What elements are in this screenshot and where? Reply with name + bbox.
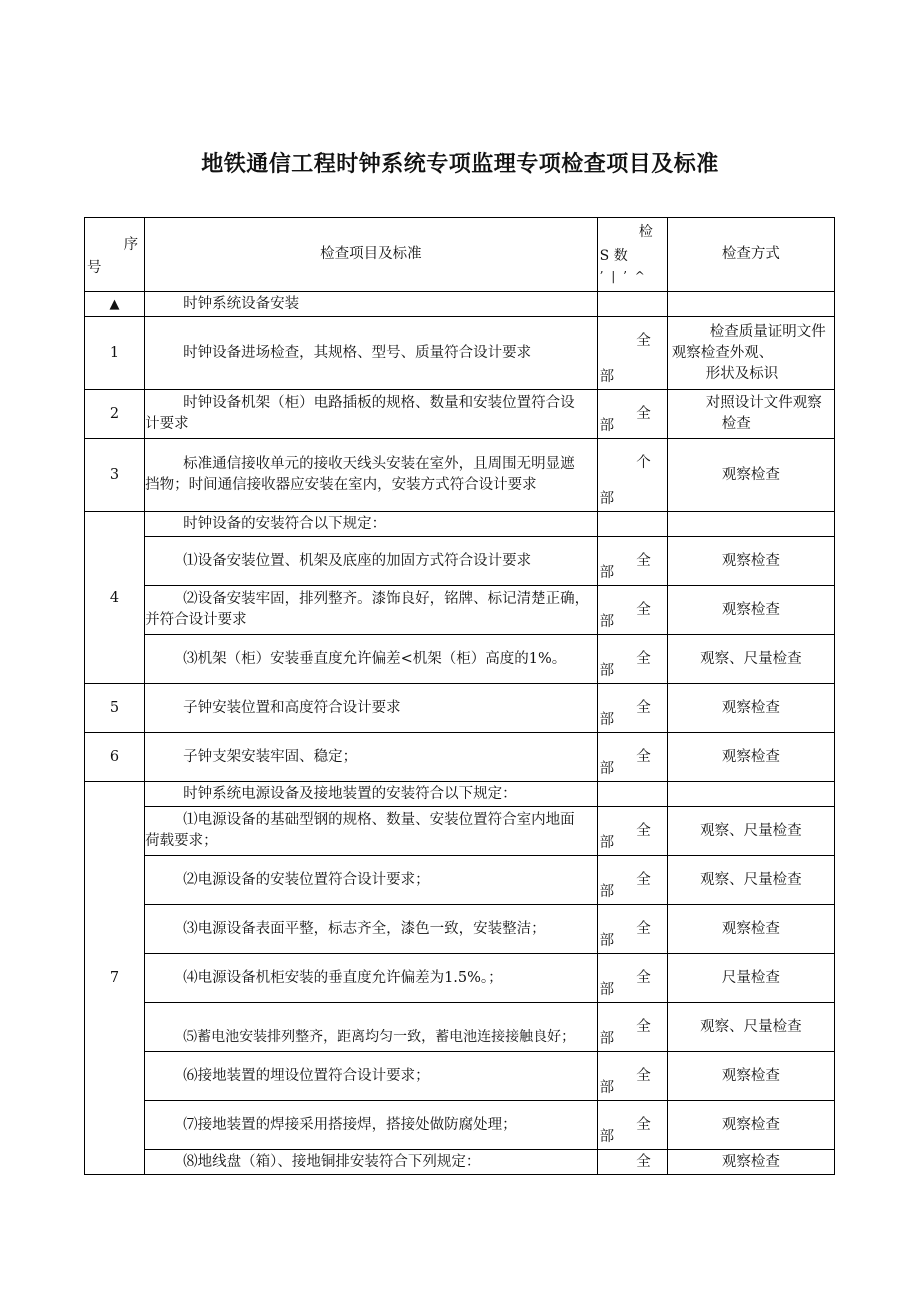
row-qty: 全 部 — [597, 1101, 667, 1150]
header-no — [85, 218, 145, 292]
table-row — [85, 390, 835, 439]
table-row — [85, 684, 835, 733]
row-qty: 全 部 — [597, 905, 667, 954]
table-row — [85, 733, 835, 782]
row-method: 观察检查 — [667, 586, 834, 635]
header-no-top: 序 — [123, 237, 139, 253]
row-qty: 全 部 — [597, 586, 667, 635]
row-qty: 全 — [597, 1150, 667, 1175]
row-item: ⑶电源设备表面平整，标志齐全，漆色一致，安装整洁； — [145, 905, 598, 954]
row-method: 观察检查 — [667, 733, 834, 782]
row-item: ⑴设备安装位置、机架及底座的加固方式符合设计要求 — [145, 537, 598, 586]
table-row — [85, 782, 835, 807]
row-item-intro: 时钟设备的安装符合以下规定： — [145, 512, 598, 537]
row-method: 观察检查 — [667, 905, 834, 954]
row-method: 观察、尺量检查 — [667, 807, 834, 856]
row-no: 3 — [85, 439, 145, 512]
row-item: ⑵设备安装牢固，排列整齐。漆饰良好，铭牌、标记清楚正确， 并符合设计要求 — [145, 586, 598, 635]
header-qty — [597, 218, 667, 292]
row-method: 观察检查 — [667, 684, 834, 733]
row-qty: 全 部 — [597, 733, 667, 782]
row-qty: 全 部 — [597, 856, 667, 905]
table-subrow — [85, 1150, 835, 1175]
row-method: 观察检查 — [667, 1150, 834, 1175]
section-label: 时钟系统设备安装 — [145, 292, 598, 317]
table-subrow — [85, 537, 835, 586]
page-title: 地铁通信工程时钟系统专项监理专项检查项目及标准 — [201, 152, 719, 177]
row-qty: 全 部 — [597, 684, 667, 733]
row-method: 尺量检查 — [667, 954, 834, 1003]
table-row — [85, 439, 835, 512]
row-item: 子钟支架安装牢固、稳定； — [145, 733, 598, 782]
row-method: 观察、尺量检查 — [667, 1003, 834, 1052]
row-method: 观察检查 — [667, 1052, 834, 1101]
row-item: 时钟设备进场检查，其规格、型号、质量符合设计要求 — [145, 317, 598, 390]
row-item: ⑷电源设备机柜安装的垂直度允许偏差为1.5%。； — [145, 954, 598, 1003]
table-subrow — [85, 1052, 835, 1101]
table-subrow — [85, 1003, 835, 1052]
row-qty: 全 部 — [597, 390, 667, 439]
inspection-table — [84, 217, 835, 1175]
row-no: 6 — [85, 733, 145, 782]
header-qty-line2: S 数 — [599, 248, 628, 264]
header-method: 检查方式 — [667, 218, 834, 292]
row-item-intro: 时钟系统电源设备及接地装置的安装符合以下规定： — [145, 782, 598, 807]
table-subrow — [85, 856, 835, 905]
table-subrow — [85, 954, 835, 1003]
table-subrow — [85, 807, 835, 856]
row-item: ⑹接地装置的埋设位置符合设计要求； — [145, 1052, 598, 1101]
table-subrow — [85, 586, 835, 635]
row-item: ⑺接地装置的焊接采用搭接焊，搭接处做防腐处理； — [145, 1101, 598, 1150]
table-row — [85, 317, 835, 390]
row-qty: 全 部 — [597, 1003, 667, 1052]
row-method: 检查质量证明文件 观察检查外观、 形状及标识 — [667, 317, 834, 390]
header-qty-line3: ’ | ’ ^ — [599, 269, 647, 283]
row-method: 观察、尺量检查 — [667, 856, 834, 905]
row-item: ⑸蓄电池安装排列整齐，距离均匀一致，蓄电池连接接触良好； — [145, 1003, 598, 1052]
row-item: ⑻地线盘（箱）、接地铜排安装符合下列规定： — [145, 1150, 598, 1175]
row-item: 标准通信接收单元的接收天线头安装在室外，且周围无明显遮 挡物；时间通信接收器应安装在室内，安装方式符合设计要求 — [145, 439, 598, 512]
row-qty: 全 部 — [597, 954, 667, 1003]
section-row — [85, 292, 835, 317]
row-item: ⑴电源设备的基础型钢的规格、数量、安装位置符合室内地面 荷载要求； — [145, 807, 598, 856]
row-method: 观察检查 — [667, 439, 834, 512]
row-qty: 全 部 — [597, 537, 667, 586]
row-qty: 全 部 — [597, 317, 667, 390]
row-qty: 个 部 — [597, 439, 667, 512]
row-no: 7 — [85, 782, 145, 1175]
table-subrow — [85, 905, 835, 954]
row-qty: 全 部 — [597, 1052, 667, 1101]
header-qty-line1: 检 — [638, 224, 653, 240]
row-no: 4 — [85, 512, 145, 684]
row-no: 2 — [85, 390, 145, 439]
table-subrow — [85, 635, 835, 684]
row-no: 5 — [85, 684, 145, 733]
row-method: 观察、尺量检查 — [667, 635, 834, 684]
row-no: 1 — [85, 317, 145, 390]
row-item: ⑶机架（柜）安装垂直度允许偏差<机架（柜）高度的1%。 — [145, 635, 598, 684]
row-item: 子钟安装位置和高度符合设计要求 — [145, 684, 598, 733]
table-subrow — [85, 1101, 835, 1150]
row-item: 时钟设备机架（柜）电路插板的规格、数量和安装位置符合设 计要求 — [145, 390, 598, 439]
row-qty: 全 部 — [597, 635, 667, 684]
table-header-row — [85, 218, 835, 292]
row-method: 观察检查 — [667, 537, 834, 586]
row-method: 对照设计文件观察 检查 — [667, 390, 834, 439]
section-marker-icon: ▲ — [85, 292, 145, 317]
header-item: 检查项目及标准 — [145, 218, 598, 292]
row-item: ⑵电源设备的安装位置符合设计要求； — [145, 856, 598, 905]
row-qty: 全 部 — [597, 807, 667, 856]
table-row — [85, 512, 835, 537]
header-no-bottom: 号 — [87, 260, 102, 276]
row-method: 观察检查 — [667, 1101, 834, 1150]
